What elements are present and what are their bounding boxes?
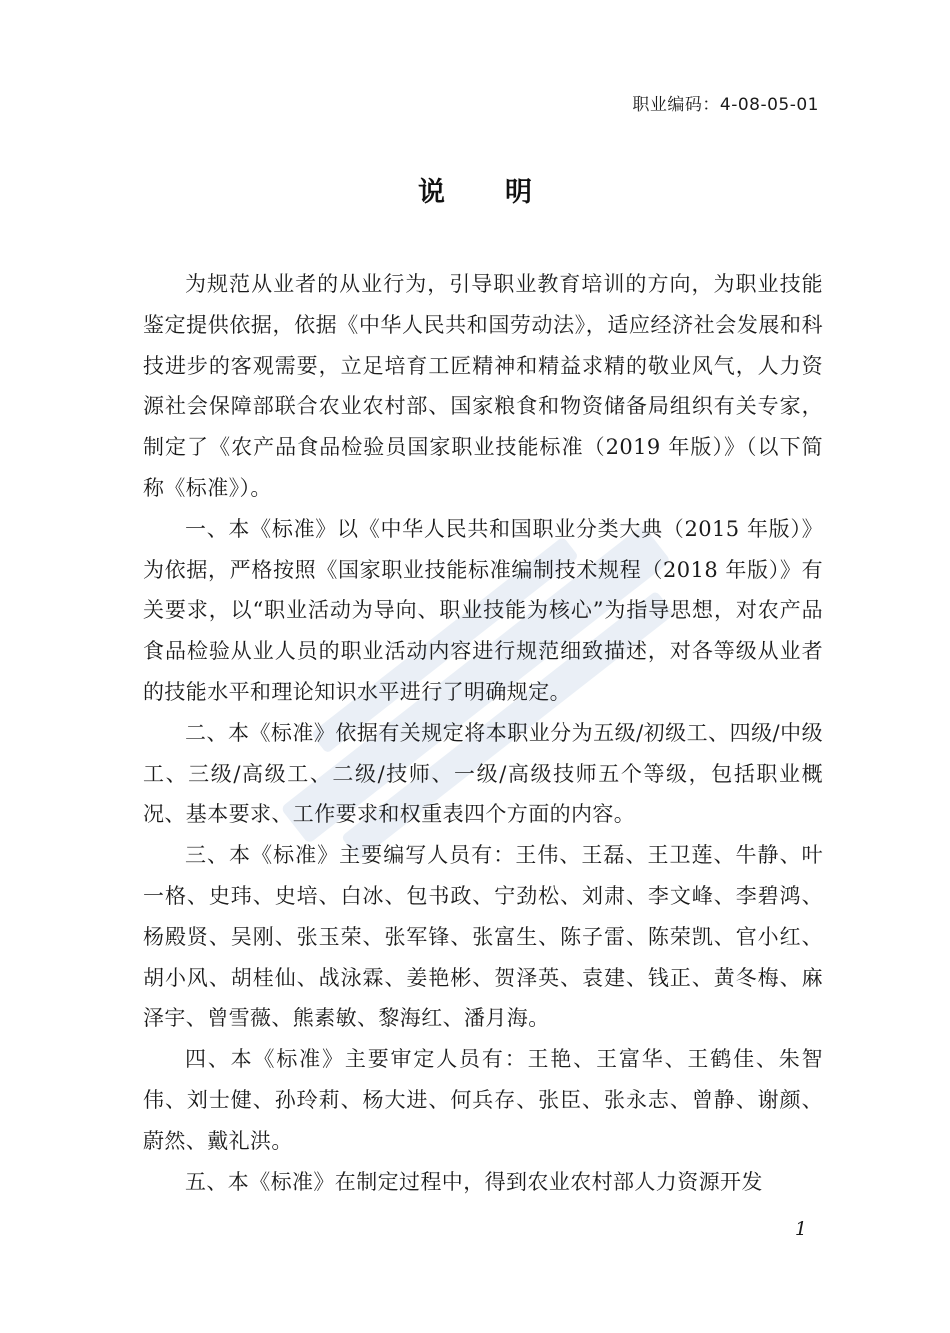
page-title: 说明: [418, 177, 592, 208]
page-number: 1: [794, 1218, 807, 1240]
paragraph-two: 二、本《标准》依据有关规定将本职业分为五级/初级工、四级/中级工、三级/高级工、二级/技师、一级/高级技师五个等级，包括职业概况、基本要求、工作要求和权重表四个方面的内容。: [143, 720, 823, 827]
intro-paragraph: 为规范从业者的从业行为，引导职业教育培训的方向，为职业技能鉴定提供依据，依据《中华人民共和国劳动法》，适应经济社会发展和科技进步的客观需要，立足培育工匠精神和精益求精的敬业风气，人力资源社会保障部联合农业农村部、国家粮食和物资储备局组织有关专家，制定了《农产品食品检验员国家职业技能标准（2019 年版）》（以下简称《标准》）。: [143, 272, 823, 500]
document-body: [143, 264, 823, 1202]
paragraph-three-authors: 三、本《标准》主要编写人员有：王伟、王磊、王卫莲、牛静、叶一格、史玮、史培、白冰、包书政、宁劲松、刘肃、李文峰、李碧鸿、杨殿贤、吴刚、张玉荣、张军锋、张富生、陈子雷、陈荣凯、官小红、胡小风、胡桂仙、战泳霖、姜艳彬、贺泽英、袁建、钱正、黄冬梅、麻泽宇、曾雪薇、熊素敏、黎海红、潘月海。: [143, 843, 823, 1031]
paragraph-four-reviewers: 四、本《标准》主要审定人员有：王艳、王富华、王鹤佳、朱智伟、刘士健、孙玲莉、杨大进、何兵存、张臣、张永志、曾静、谢颜、蔚然、戴礼洪。: [143, 1047, 823, 1153]
paragraph-one: 一、本《标准》以《中华人民共和国职业分类大典（2015 年版）》为依据，严格按照《国家职业技能标准编制技术规程（2018 年版）》有关要求，以“职业活动为导向、职业技能为核心”为指导思想，对农产品食品检验从业人员的职业活动内容进行规范细致描述，对各等级从业者的技能水平和理论知识水平进行了明确规定。: [143, 516, 823, 704]
occupation-code: 职业编码：4-08-05-01: [632, 95, 819, 115]
paragraph-five: 五、本《标准》在制定过程中，得到农业农村部人力资源开发: [185, 1169, 763, 1194]
